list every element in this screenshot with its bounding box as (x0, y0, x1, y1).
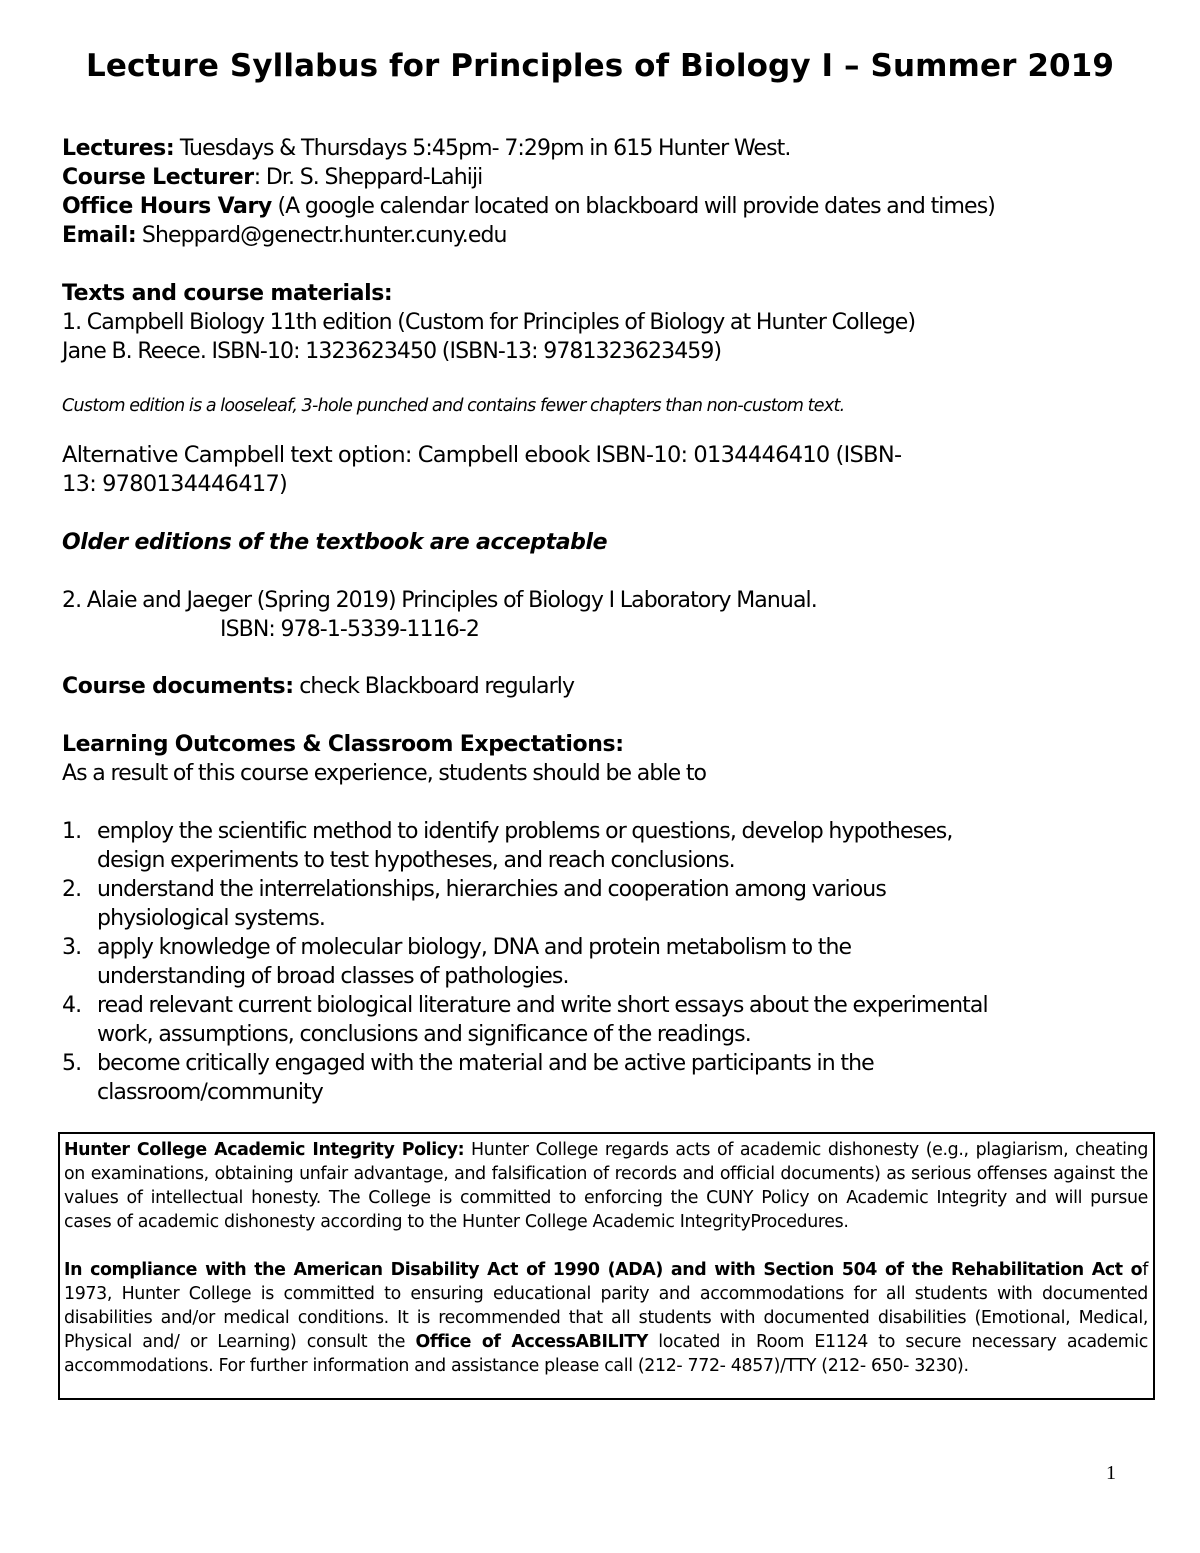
page-number: 1 (1106, 1462, 1116, 1484)
academic-integrity-label: Hunter College Academic Integrity Policy: (64, 1140, 465, 1160)
list-item-text: physiological systems. (97, 906, 325, 931)
learning-outcomes-list (62, 817, 1142, 1107)
textbook-line-1: 1. Campbell Biology 11th edition (Custom for Principles of Biology at Hunter College) (62, 310, 916, 335)
ada-text: f 1973, Hunter College is committed to ensuring educational parity and accommodations for all students with documented disabilities and/or medical conditions. It is recommended that all students with documented disabilities (Emotional, Medical, Physical and/ or Learning) consult the (64, 1260, 1148, 1352)
list-item-text: work, assumptions, conclusions and significance of the readings. (97, 1022, 751, 1047)
policy-box (58, 1132, 1155, 1400)
course-documents-block (62, 672, 1142, 701)
older-editions-note: Older editions of the textbook are acceptable (62, 530, 608, 555)
alternative-text-line-1: Alternative Campbell text option: Campbell ebook ISBN-10: 0134446410 (ISBN- (62, 442, 902, 468)
alternative-text-block (62, 441, 1142, 499)
lab-manual-isbn: ISBN: 978-1-5339-1116-2 (220, 617, 479, 642)
lecturer-value: : Dr. S. Sheppard-Lahiji (253, 165, 483, 190)
textbook-line-2: Jane B. Reece. ISBN-10: 1323623450 (ISBN-13: 9781323623459) (62, 339, 722, 364)
older-editions-block (62, 528, 1142, 557)
page-title: Lecture Syllabus for Principles of Biology I – Summer 2019 (85, 48, 1115, 84)
learning-outcomes-heading: Learning Outcomes & Classroom Expectations: (62, 732, 624, 757)
lecturer-label: Course Lecturer (62, 165, 254, 190)
learning-outcomes-intro: As a result of this course experience, students should be able to (62, 761, 707, 786)
office-hours-line (62, 192, 1142, 221)
list-item-number: 2. (62, 877, 82, 902)
office-of-accessability: Office of AccessABILITY (415, 1332, 648, 1352)
course-documents-value: check Blackboard regularly (293, 674, 575, 699)
ada-label: In compliance with the American Disability Act of 1990 (ADA) and with Section 504 of the Rehabilitation Act o (64, 1260, 1143, 1280)
list-item (62, 1049, 1142, 1107)
office-hours-value: (A google calendar located on blackboard will provide dates and times) (271, 194, 995, 219)
office-hours-label: Office Hours Vary (62, 194, 272, 219)
course-documents-label: Course documents: (62, 674, 294, 699)
list-item (62, 875, 1142, 933)
list-item-text: understanding of broad classes of pathologies. (97, 964, 569, 989)
list-item-text: understand the interrelationships, hierarchies and cooperation among various (97, 877, 886, 902)
list-item (62, 817, 1142, 875)
lab-manual-line-1: 2. Alaie and Jaeger (Spring 2019) Principles of Biology I Laboratory Manual. (62, 588, 817, 613)
texts-heading: Texts and course materials: (62, 281, 393, 306)
ada-policy (64, 1258, 1148, 1378)
list-item (62, 933, 1142, 991)
list-item-number: 4. (62, 993, 82, 1018)
ada-text-continued: located in Room E1124 to secure necessary academic accommodations. For further information and assistance please call (212- 772- 4857)/TTY (212- 650- 3230). (64, 1332, 1148, 1376)
custom-edition-note-block (62, 392, 1142, 421)
academic-integrity-text: Hunter College regards acts of academic dishonesty (e.g., plagiarism, cheating on examinations, obtaining unfair advantage, and falsification of records and official documents) as serious offenses against the values of intellectual honesty. The College is committed to enforcing the CUNY Policy on Academic Integrity and will pursue cases of academic dishonesty according to the Hunter College Academic IntegrityProcedures. (64, 1140, 1149, 1232)
academic-integrity-policy (64, 1138, 1148, 1234)
course-info (62, 134, 1142, 250)
list-item-number: 1. (62, 819, 82, 844)
list-item-text: employ the scientific method to identify problems or questions, develop hypotheses, (97, 819, 953, 844)
learning-outcomes-section (62, 730, 1142, 1107)
lab-manual-block (62, 586, 1142, 644)
texts-section (62, 279, 1142, 366)
list-item-text: design experiments to test hypotheses, and reach conclusions. (97, 848, 735, 873)
course-documents-line (62, 672, 1142, 701)
email-value: Sheppard@genectr.hunter.cuny.edu (136, 223, 507, 248)
list-item-text: apply knowledge of molecular biology, DNA and protein metabolism to the (97, 935, 852, 960)
list-item (62, 991, 1142, 1049)
list-item-text: classroom/community (97, 1080, 323, 1105)
custom-edition-note: Custom edition is a looseleaf, 3-hole punched and contains fewer chapters than non-custom text. (62, 396, 845, 416)
alternative-text-line-2: 13: 9780134446417) (62, 471, 288, 497)
list-item-text: become critically engaged with the material and be active participants in the (97, 1051, 874, 1076)
email-label: Email: (62, 223, 137, 248)
lectures-line (62, 134, 1142, 163)
list-item-number: 3. (62, 935, 82, 960)
lecturer-line (62, 163, 1142, 192)
lectures-value: Tuesdays & Thursdays 5:45pm- 7:29pm in 615 Hunter West. (174, 136, 791, 161)
lectures-label: Lectures: (62, 136, 175, 161)
email-line (62, 221, 1142, 250)
list-item-number: 5. (62, 1051, 82, 1076)
list-item-text: read relevant current biological literature and write short essays about the experimental (97, 993, 988, 1018)
